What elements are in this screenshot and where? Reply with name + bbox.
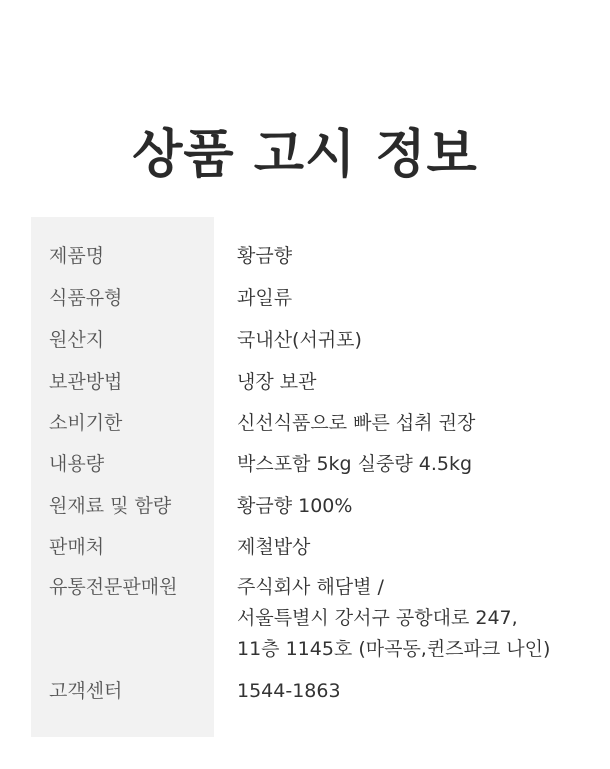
row-value-line-2: 서울특별시 강서구 공항대로 247, [237,607,518,629]
row-value: 신선식품으로 빠른 섭취 권장 [237,412,476,434]
row-value: 냉장 보관 [237,371,317,393]
row-label: 원재료 및 함량 [49,495,172,517]
row-value: 과일류 [237,287,293,309]
row-label: 고객센터 [49,680,123,702]
row-value: 국내산(서귀포) [237,329,362,351]
row-value: 제철밥상 [237,536,311,558]
row-value-line-1: 주식회사 해담별 / [237,576,384,598]
row-label: 식품유형 [49,287,123,309]
row-label: 원산지 [49,329,105,351]
row-label: 유통전문판매원 [49,576,178,598]
row-label: 소비기한 [49,412,123,434]
row-label: 제품명 [49,245,105,267]
row-value: 황금향 [237,245,293,267]
row-value: 박스포함 5kg 실중량 4.5kg [237,453,473,475]
page-title: 상품 고시 정보 [132,125,478,185]
row-label: 내용량 [49,453,105,475]
row-label: 보관방법 [49,371,123,393]
row-value: 황금향 100% [237,495,353,517]
row-label: 판매처 [49,536,105,558]
row-value-line-3: 11층 1145호 (마곡동,퀸즈파크 나인) [237,638,551,660]
row-value: 1544-1863 [237,680,341,702]
